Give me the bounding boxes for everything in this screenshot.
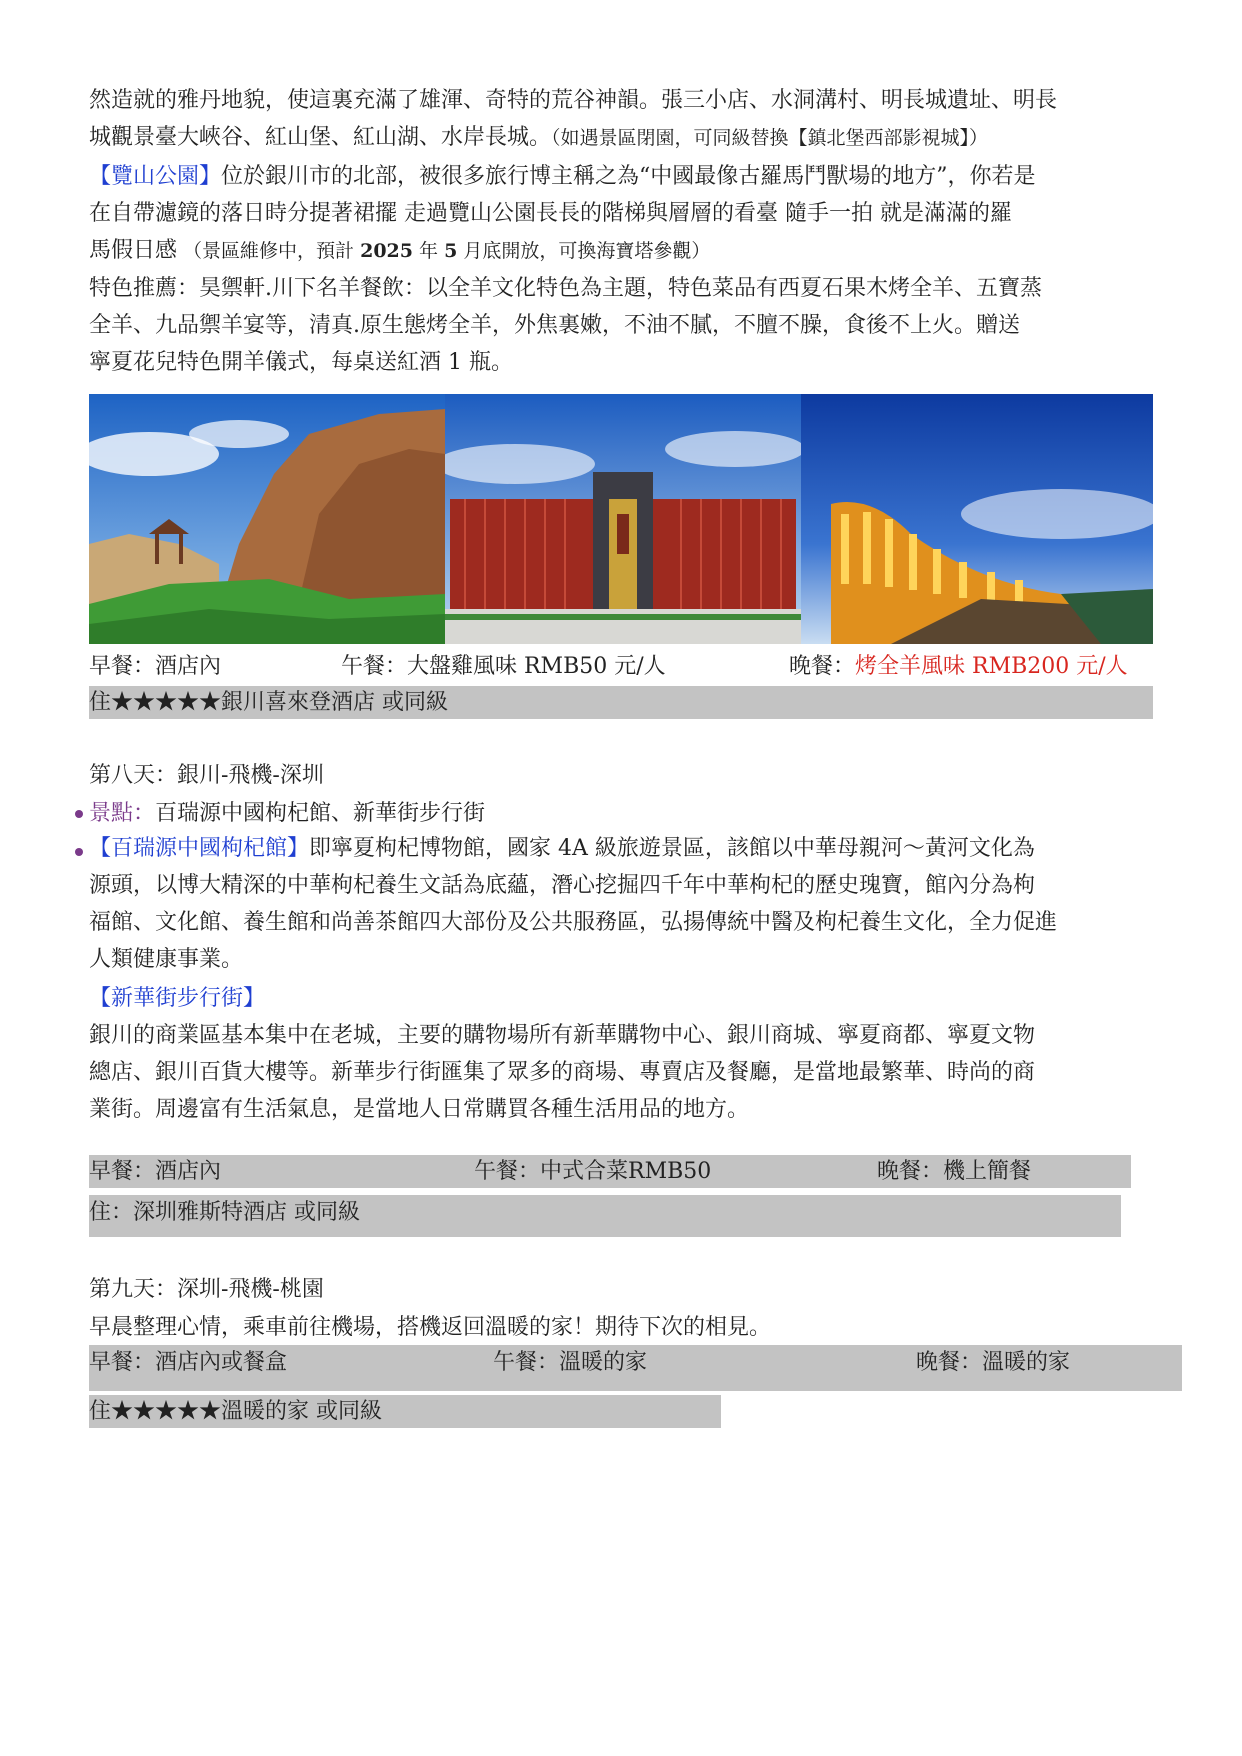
- day9-hotel-bar: [89, 1395, 721, 1428]
- day9-meals-bar: [89, 1345, 1182, 1391]
- street-paragraph: [89, 980, 1164, 1128]
- day8-meals-bar: [89, 1155, 1131, 1188]
- intro-note: （如遇景區閉園，可同級替換【鎮北堡西部影視城】）: [551, 127, 989, 149]
- museum-line-3: 福館、文化館、養生館和尚善茶館四大部份及公共服務區，弘揚傳統中醫及枸杞養生文化，全力促進: [89, 910, 1058, 935]
- street-line-3: 業街。周邊富有生活氣息，是當地人日常購買各種生活用品的地方。: [89, 1097, 750, 1122]
- lanshan-note: （景區維修中，預計 2025 年 5 月底開放，可換海寶塔參觀）: [177, 240, 711, 262]
- recommend-paragraph: [89, 270, 1164, 381]
- day8-hotel-bar: [89, 1195, 1121, 1237]
- museum-title: 【百瑞源中國枸杞館】: [89, 836, 310, 861]
- colosseum-photo: [801, 394, 1153, 644]
- museum-photo: [445, 394, 801, 644]
- canyon-photo-art: [89, 394, 445, 644]
- day7-dinner: 晚餐：烤全羊風味 RMB200 元/人: [789, 654, 1128, 679]
- day8-title: 第八天：銀川-飛機-深圳: [89, 763, 324, 788]
- recommend-line-3: 寧夏花兒特色開羊儀式，每桌送紅酒 1 瓶。: [89, 350, 513, 375]
- day8-lunch: 午餐：中式合菜RMB50: [474, 1159, 712, 1184]
- day7-hotel-bar: [89, 686, 1153, 719]
- spots-label: 景點：: [89, 801, 156, 826]
- day7-breakfast: 早餐：酒店內: [89, 654, 222, 679]
- intro-line-1: 然造就的雅丹地貌，使這裏充滿了雄渾、奇特的荒谷神韻。張三小店、水洞溝村、明長城遺址、明長: [89, 88, 1058, 113]
- intro-line-2: 城觀景臺大峽谷、紅山堡、紅山湖、水岸長城。（如遇景區閉園，可同級替換【鎮北堡西部影視城】）: [89, 125, 989, 150]
- day8-hotel: 住：深圳雅斯特酒店 或同級: [89, 1200, 360, 1225]
- day9-hotel: 住★★★★★溫暖的家 或同級: [89, 1399, 382, 1424]
- recommend-line-1: 特色推薦：昊禦軒.川下名羊餐飲：以全羊文化特色為主題，特色菜品有西夏石果木烤全羊、五寶蒸: [89, 276, 1042, 301]
- lanshan-line-1: 【覽山公園】位於銀川市的北部，被很多旅行博主稱之為“中國最像古羅馬鬥獸場的地方”，你若是: [89, 164, 1036, 189]
- museum-line-4: 人類健康事業。: [89, 947, 244, 972]
- canyon-photo: [89, 394, 445, 644]
- day8-dinner: 晚餐：機上簡餐: [877, 1159, 1032, 1184]
- day9-lunch: 午餐：溫暖的家: [493, 1350, 648, 1375]
- museum-paragraph: [89, 830, 1164, 978]
- recommend-line-2: 全羊、九品禦羊宴等，清真.原生態烤全羊，外焦裏嫩，不油不膩，不膻不臊，食後不上火。贈送: [89, 313, 1020, 338]
- lanshan-line-3: 馬假日感 （景區維修中，預計 2025 年 5 月底開放，可換海寶塔參觀）: [89, 238, 711, 263]
- day9-title: 第九天：深圳-飛機-桃園: [89, 1277, 324, 1302]
- lanshan-paragraph: [89, 158, 1164, 270]
- street-title: 【新華街步行街】: [89, 986, 266, 1011]
- day7-lunch: 午餐：大盤雞風味 RMB50 元/人: [341, 654, 666, 679]
- lanshan-title: 【覽山公園】: [89, 164, 222, 189]
- street-line-1: 銀川的商業區基本集中在老城，主要的購物場所有新華購物中心、銀川商城、寧夏商都、寧夏文物: [89, 1023, 1036, 1048]
- museum-line-1: 【百瑞源中國枸杞館】即寧夏枸杞博物館，國家 4A 級旅遊景區，該館以中華母親河～黃河文化為: [89, 836, 1035, 861]
- museum-photo-art: [445, 394, 801, 644]
- street-line-2: 總店、銀川百貨大樓等。新華步行街匯集了眾多的商場、專賣店及餐廳，是當地最繁華、時尚的商: [89, 1060, 1036, 1085]
- day9-dinner: 晚餐：溫暖的家: [916, 1350, 1071, 1375]
- museum-line-2: 源頭，以博大精深的中華枸杞養生文話為底蘊，潛心挖掘四千年中華枸杞的歷史瑰寶，館內分為枸: [89, 873, 1036, 898]
- day9-breakfast: 早餐：酒店內或餐盒: [89, 1350, 288, 1375]
- colosseum-photo-art: [801, 394, 1153, 644]
- day7-hotel: 住★★★★★銀川喜來登酒店 或同級: [89, 690, 448, 715]
- day8-breakfast: 早餐：酒店內: [89, 1159, 222, 1184]
- bullet-spots: [75, 810, 83, 818]
- day8-spots: 景點：百瑞源中國枸杞館、新華街步行街: [89, 801, 486, 826]
- day7-dinner-value: 烤全羊風味 RMB200 元/人: [855, 654, 1128, 679]
- day9-text: 早晨整理心情，乘車前往機場，搭機返回溫暖的家！期待下次的相見。: [89, 1315, 772, 1340]
- intro-paragraph: [89, 82, 1164, 157]
- lanshan-line-2: 在自帶濾鏡的落日時分提著裙擺 走過覽山公園長長的階梯與層層的看臺 隨手一拍 就是滿滿的羅: [89, 201, 1012, 226]
- bullet-museum: [75, 848, 83, 856]
